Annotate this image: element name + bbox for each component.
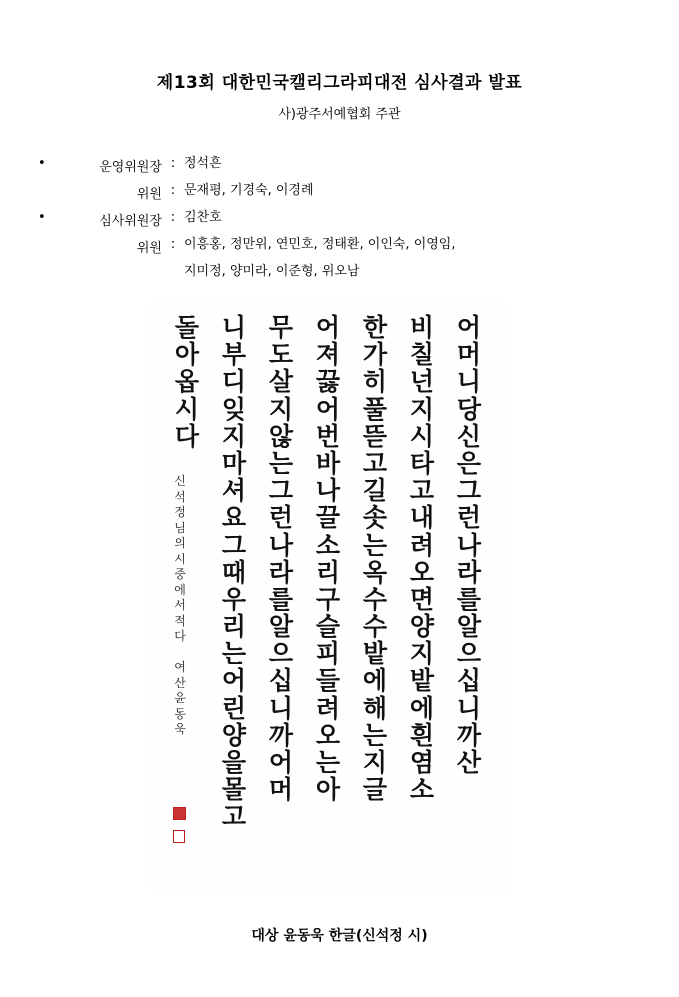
committee-names	[184, 177, 314, 204]
committee-names-line: 문재평, 기경숙, 이경례	[184, 183, 314, 198]
committee-names-line: 정석흔	[184, 156, 222, 171]
colon-separator: :	[170, 183, 176, 198]
committee-row	[38, 237, 456, 293]
page-title: 제13회 대한민국캘리그라피대전 심사결과 발표	[156, 73, 523, 93]
bullet: •	[38, 156, 46, 171]
committee-row	[38, 183, 456, 210]
committee-role: 위원	[136, 241, 162, 256]
committee-names	[184, 231, 456, 285]
committee-role: 위원	[136, 187, 162, 202]
calligraphy-artwork	[150, 302, 510, 892]
colon-separator: :	[170, 237, 176, 252]
calligraphy-column: 한 가 히 풀 뜯 고 길 솟 는 옥 수 수 밭 에 해 는 지 글	[362, 313, 388, 805]
committee-names-line: 지미정, 양미라, 이준형, 위오남	[184, 264, 360, 279]
page-subtitle: 사)광주서예협회 주관	[278, 107, 401, 122]
calligraphy-column: 어 머 니 당 신 은 그 런 나 라 를 알 으 십 니 까 산	[456, 313, 482, 777]
colon-separator: :	[170, 156, 176, 171]
calligraphy-column: 돌 아 옵 시 다	[174, 313, 200, 451]
seal-stamp-icon	[173, 830, 185, 843]
red-seal-icon	[173, 807, 186, 820]
committee-names-line: 김찬호	[184, 210, 222, 225]
committee-names	[184, 204, 222, 231]
calligraphy-column: 어 져 끓 어 번 바 나 끌 소 리 구 슬 피 들 려 오 는 아	[315, 313, 341, 805]
calligraphy-column: 니 부 디 잊 지 마 셔 요 그 때 우 리 는 어 린 양 을 몰 고	[221, 313, 247, 832]
colon-separator: :	[170, 210, 176, 225]
artwork-inscription: 신 석 정 님 의 시 중 에 서 적 다 여 산 윤 동 욱	[174, 474, 186, 736]
calligraphy-column: 무 도 살 지 않 는 그 런 나 라 를 알 으 십 니 까 어 머	[268, 313, 294, 805]
calligraphy-column: 비 칠 넌 지 시 타 고 내 려 오 면 양 지 밭 에 흰 염 소	[409, 313, 435, 805]
bullet: •	[38, 210, 46, 225]
committee-names-line: 이흥홍, 정만위, 연민호, 정태환, 이인숙, 이영임,	[184, 237, 456, 252]
committee-list	[38, 156, 456, 293]
committee-role: 운영위원장	[99, 160, 162, 175]
award-caption: 대상 윤동욱 한글(신석정 시)	[251, 928, 428, 944]
committee-names	[184, 150, 222, 177]
committee-role: 심사위원장	[99, 214, 162, 229]
